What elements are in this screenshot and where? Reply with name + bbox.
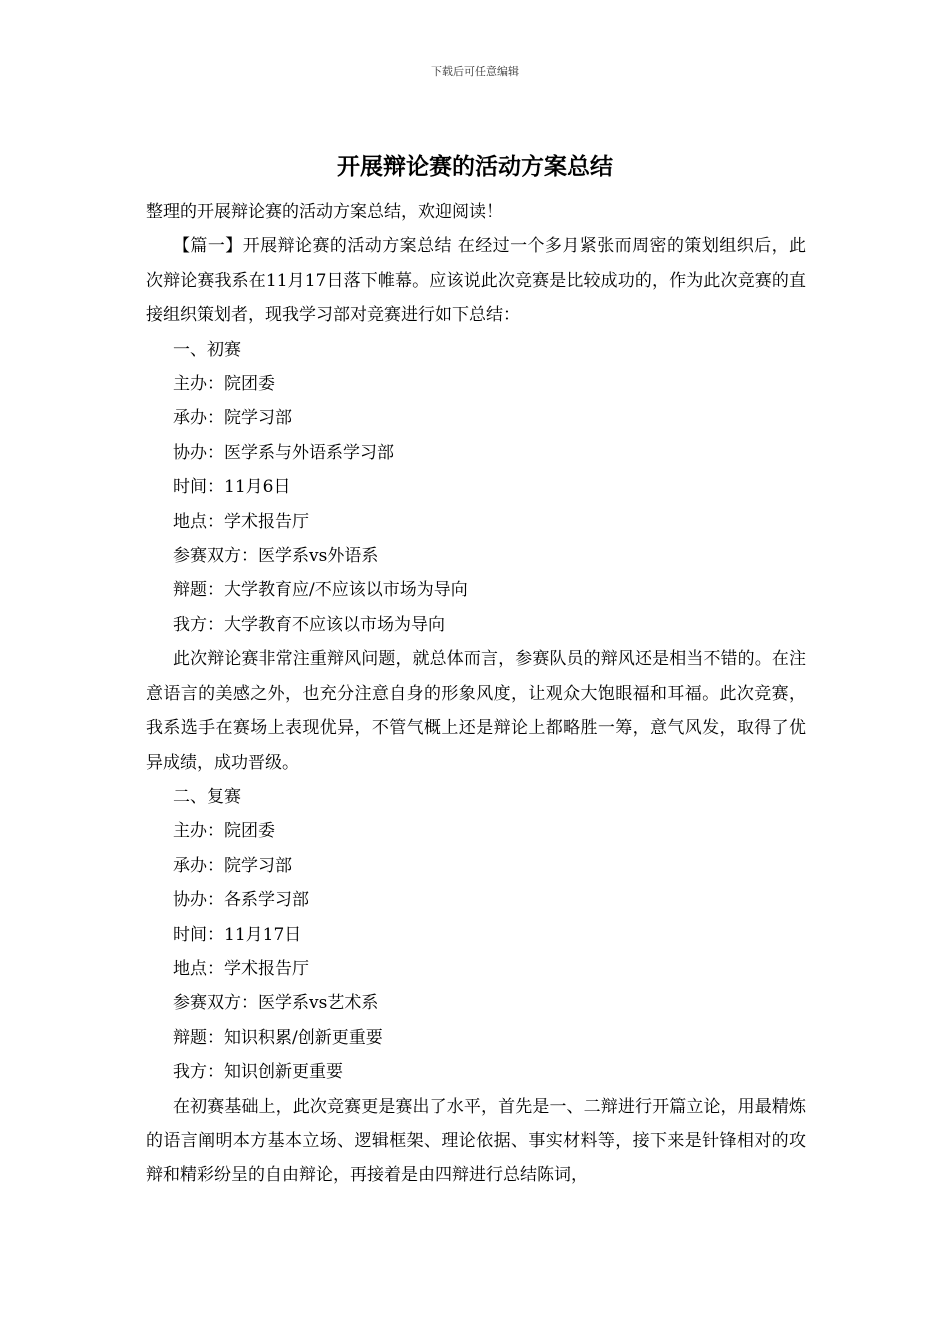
header-note: 下载后可任意编辑 xyxy=(431,65,519,78)
paragraph: 此次辩论赛非常注重辩风问题，就总体而言，参赛队员的辩风还是相当不错的。在注意语言的美感之外，也充分注意自身的形象风度，让观众大饱眼福和耳福。此次竞赛，我系选手在赛场上表现优异，不管气概上还是辩论上都略胜一筹，意气风发，取得了优异成绩，成功晋级。 xyxy=(146,649,806,773)
paragraph: 主办：院团委 xyxy=(173,821,275,842)
document-body xyxy=(146,195,806,1193)
paragraph: 时间：11月17日 xyxy=(173,924,302,945)
paragraph: 我方：大学教育不应该以市场为导向 xyxy=(173,614,445,635)
paragraph: 我方：知识创新更重要 xyxy=(173,1062,343,1083)
paragraph: 一、初赛 xyxy=(173,339,241,360)
paragraph: 参赛双方：医学系vs外语系 xyxy=(173,546,379,567)
paragraph: 参赛双方：医学系vs艺术系 xyxy=(173,993,379,1014)
document-title: 开展辩论赛的活动方案总结 xyxy=(337,153,613,180)
paragraph: 协办：医学系与外语系学习部 xyxy=(173,442,394,463)
paragraph: 承办：院学习部 xyxy=(173,855,292,876)
paragraph: 时间：11月6日 xyxy=(173,477,291,498)
paragraph: 辩题：大学教育应/不应该以市场为导向 xyxy=(173,580,468,601)
paragraph: 地点：学术报告厅 xyxy=(173,511,309,532)
paragraph: 二、复赛 xyxy=(173,786,241,807)
paragraph: 地点：学术报告厅 xyxy=(173,958,309,979)
paragraph: 【篇一】开展辩论赛的活动方案总结 在经过一个多月紧张而周密的策划组织后，此次辩论赛我系在11月17日落下帷幕。应该说此次竞赛是比较成功的，作为此次竞赛的直接组织策划者，现我学习部对竞赛进行如下总结： xyxy=(146,236,806,326)
paragraph: 辩题：知识积累/创新更重要 xyxy=(173,1027,383,1048)
paragraph: 整理的开展辩论赛的活动方案总结，欢迎阅读！ xyxy=(146,202,503,222)
paragraph: 承办：院学习部 xyxy=(173,408,292,429)
paragraph: 在初赛基础上，此次竞赛更是赛出了水平，首先是一、二辩进行开篇立论，用最精炼的语言阐明本方基本立场、逻辑框架、理论依据、事实材料等，接下来是针锋相对的攻辩和精彩纷呈的自由辩论，再接着是由四辩进行总结陈词， xyxy=(146,1096,806,1186)
paragraph: 主办：院团委 xyxy=(173,374,275,395)
paragraph: 协办：各系学习部 xyxy=(173,890,309,911)
